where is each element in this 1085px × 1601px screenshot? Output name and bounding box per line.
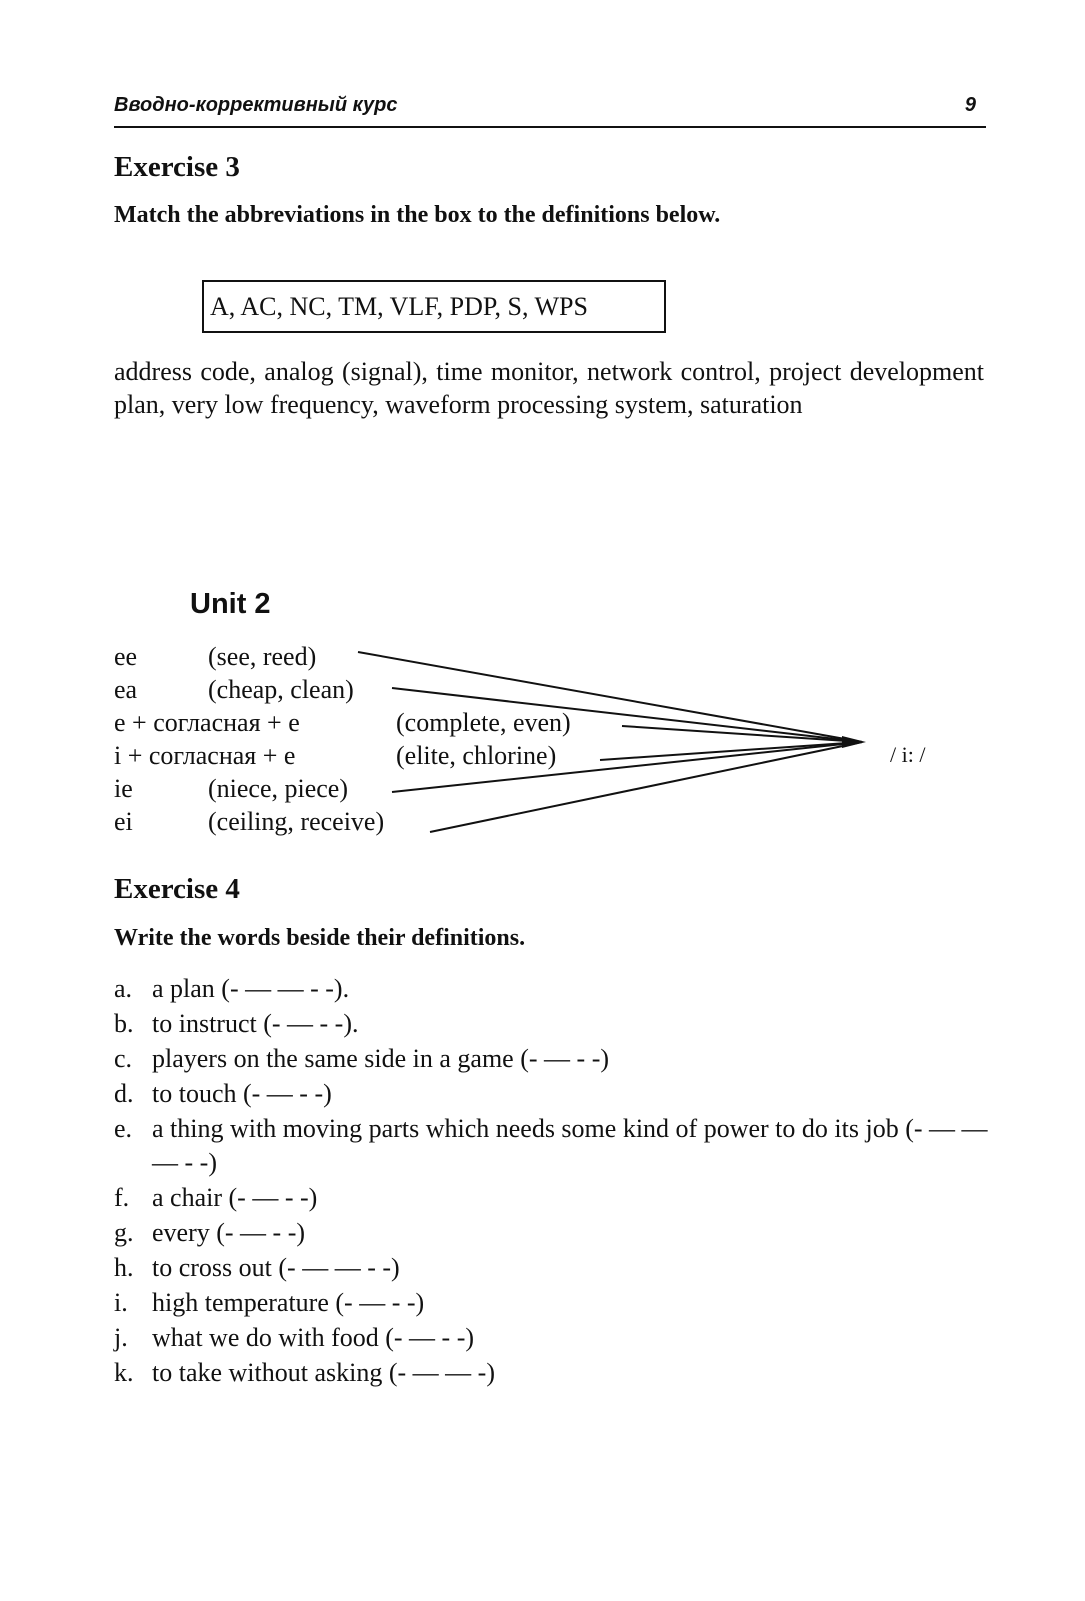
list-text: to take without asking (- — — -) <box>152 1358 495 1387</box>
exercise-4-heading: Exercise 4 <box>114 873 240 905</box>
rule-ie-examples: (niece, piece) <box>208 774 349 803</box>
exercise-4-instruction: Write the words beside their definitions. <box>114 925 526 951</box>
rule-spelling: ee <box>114 642 138 671</box>
list-text: to cross out (- — — - -) <box>152 1253 400 1282</box>
rule-e-consonant-e: e + согласная + e <box>114 708 300 737</box>
list-letter: i. <box>114 1288 128 1317</box>
list-letter: d. <box>114 1079 134 1108</box>
connector-i-consonant-e <box>600 742 862 760</box>
rule-ee-examples: (see, reed) <box>208 642 317 671</box>
list-text: a thing with moving parts which needs some kind of power to do its job (- — — — - -) <box>152 1114 988 1177</box>
course-title: Вводно-коррективный курс <box>114 94 398 116</box>
connector-e-consonant-e <box>622 726 862 742</box>
rule-i-consonant-e-examples: (elite, chlorine) <box>396 741 557 770</box>
list-letter: j. <box>114 1323 128 1352</box>
list-letter: c. <box>114 1044 133 1073</box>
rule-ei-examples: (ceiling, receive) <box>208 807 385 836</box>
abbreviation-box: A, AC, NC, TM, VLF, PDP, S, WPS <box>202 280 666 333</box>
list-letter: h. <box>114 1253 134 1282</box>
exercise-3-definitions: address code, analog (signal), time monitor, network control, project development plan, very low frequency, waveform processing system, saturation <box>114 357 984 419</box>
rule-ei: ei <box>114 807 133 836</box>
list-letter: k. <box>114 1358 134 1387</box>
list-letter: a. <box>114 974 133 1003</box>
rule-ie: ie <box>114 774 133 803</box>
unit-2-heading: Unit 2 <box>190 588 271 620</box>
list-letter: e. <box>114 1114 133 1143</box>
rule-e-consonant-e-examples: (complete, even) <box>396 708 571 737</box>
exercise-3-heading: Exercise 3 <box>114 151 240 183</box>
connector-arrowhead <box>842 736 866 748</box>
exercise-3-instruction: Match the abbreviations in the box to the definitions below. <box>114 202 721 228</box>
list-text: a chair (- — - -) <box>152 1183 318 1212</box>
rule-ea <box>114 675 137 708</box>
rule-i-consonant-e: i + согласная + e <box>114 741 296 770</box>
running-header <box>114 94 986 128</box>
list-letter: b. <box>114 1009 134 1038</box>
rule-spelling: ea <box>114 675 138 704</box>
list-text: high temperature (- — - -) <box>152 1288 425 1317</box>
rule-ea-examples: (cheap, clean) <box>208 675 354 704</box>
phoneme-long-i: / i: / <box>890 742 926 767</box>
page-number: 9 <box>964 94 976 116</box>
list-text: to touch (- — - -) <box>152 1079 332 1108</box>
list-text: players on the same side in a game (- — - -) <box>152 1044 610 1073</box>
list-text: to instruct (- — - -). <box>152 1009 359 1038</box>
rule-ee <box>114 642 137 675</box>
list-letter: g. <box>114 1218 134 1247</box>
list-text: every (- — - -) <box>152 1218 306 1247</box>
list-text: what we do with food (- — - -) <box>152 1323 475 1352</box>
list-letter: f. <box>114 1183 130 1212</box>
list-text: a plan (- — — - -). <box>152 974 350 1003</box>
